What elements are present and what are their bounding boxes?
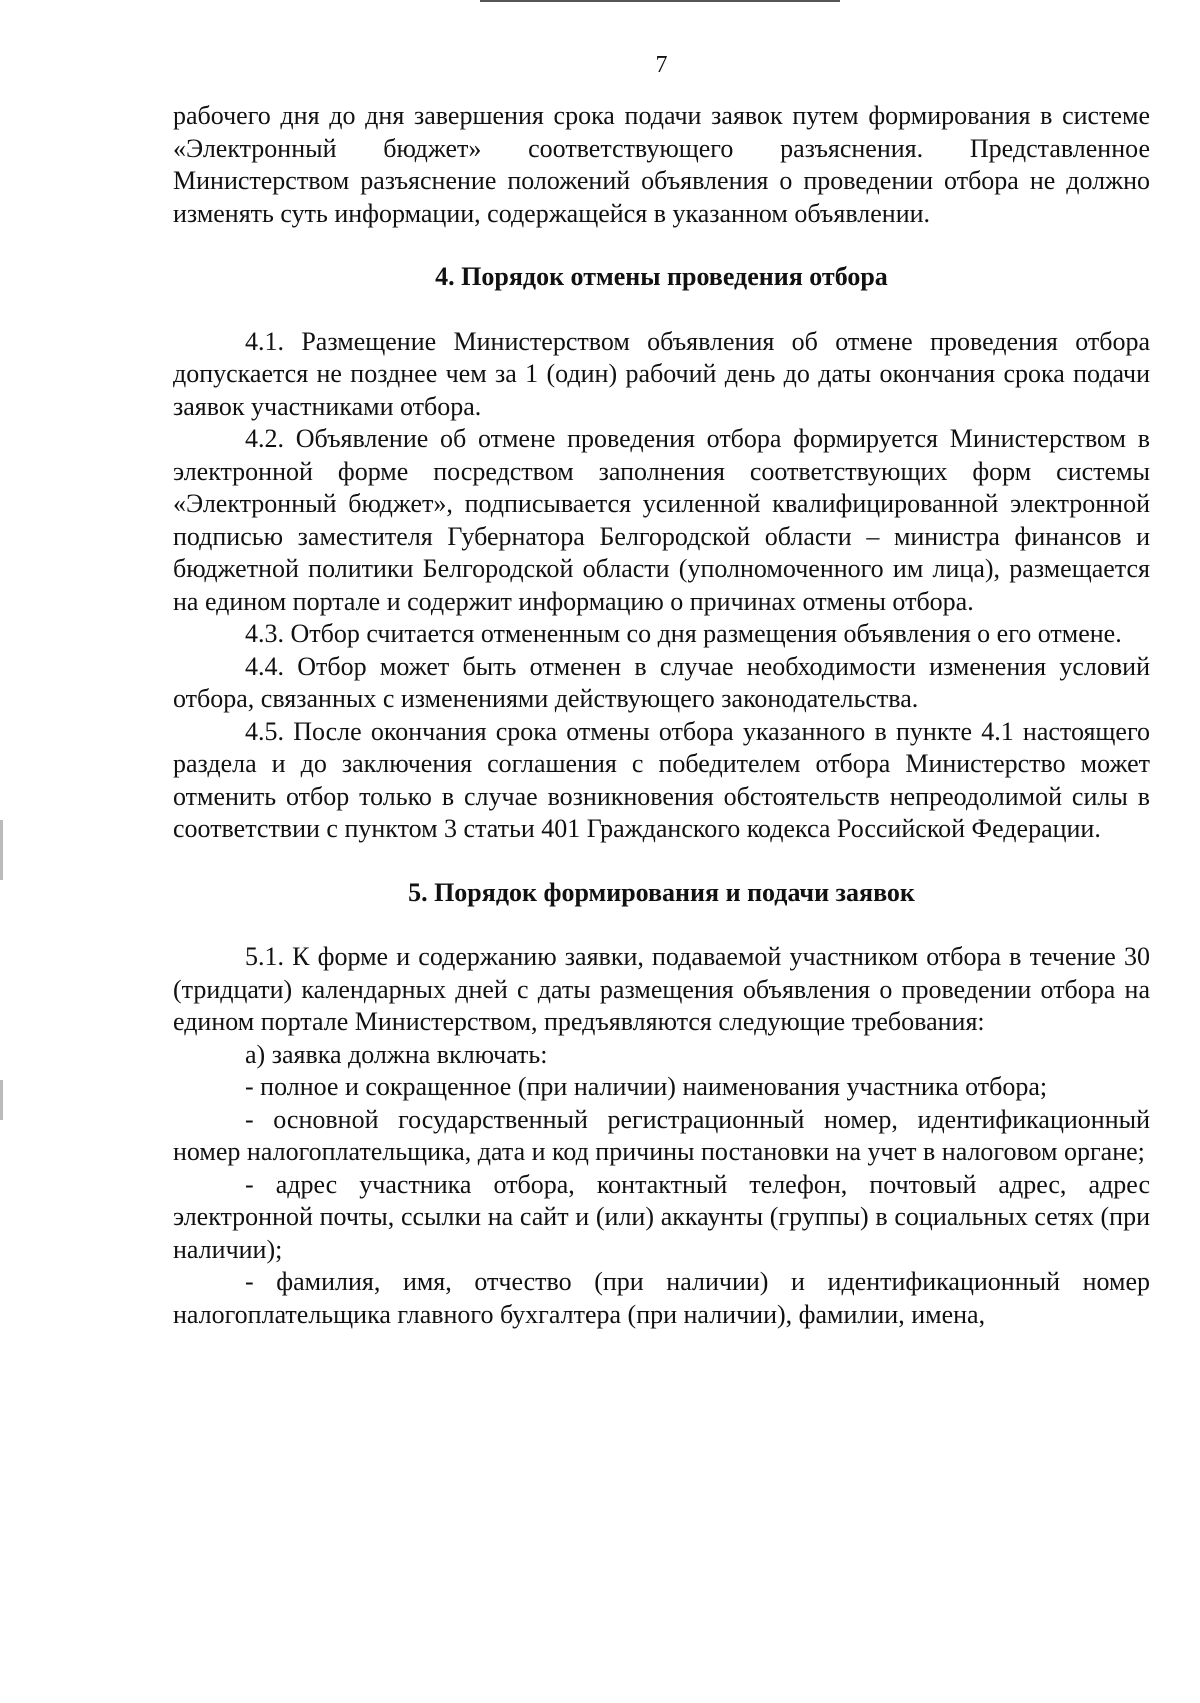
page-number: 7: [655, 52, 668, 78]
section-4-paragraph: 4.4. Отбор может быть отменен в случае необходимости изменения условий отбора, связанных с изменениями действующего законодательства.: [173, 651, 1150, 713]
section-5-paragraph: 5.1. К форме и содержанию заявки, подаваемой участником отбора в течение 30 (тридцати) календарных дней с даты размещения объявления о проведении отбора на едином портале Министерством, предъявляются следующие требования:: [173, 942, 1150, 1036]
section-4-paragraph: 4.3. Отбор считается отмененным со дня размещения объявления о его отмене.: [245, 619, 1122, 648]
section-5-title: 5. Порядок формирования и подачи заявок: [408, 877, 915, 907]
section-5-paragraph: а) заявка должна включать:: [245, 1039, 548, 1069]
intro-paragraph: рабочего дня до дня завершения срока подачи заявок путем формирования в системе «Электронный бюджет» соответствующего разъяснения. Представленное Министерством разъяснение положений объявления о проведении отбора не должно изменять суть информации, содержащейся в указанном объявлении.: [173, 101, 1150, 228]
section-5-paragraph: - полное и сокращенное (при наличии) наименования участника отбора;: [245, 1072, 1048, 1101]
section-5-paragraph: - фамилия, имя, отчество (при наличии) и идентификационный номер налогоплательщика главного бухгалтера (при наличии), фамилии, имена,: [173, 1267, 1150, 1329]
section-5-paragraph: - адрес участника отбора, контактный телефон, почтовый адрес, адрес электронной почты, ссылки на сайт и (или) аккаунты (группы) в социальных сетях (при наличии);: [173, 1169, 1150, 1264]
section-5-paragraph: - основной государственный регистрационный номер, идентификационный номер налогоплательщика, дата и код причины постановки на учет в налоговом органе;: [173, 1104, 1150, 1166]
section-4-paragraph: 4.2. Объявление об отмене проведения отбора формируется Министерством в электронной форме посредством заполнения соответствующих форм системы «Электронный бюджет», подписывается усиленной квалифицированной электронной подписью заместителя Губернатора Белгородской области – министра финансов и бюджетной политики Белгородской области (уполномоченного им лица), размещается на едином портале и содержит информацию о причинах отмены отбора.: [173, 424, 1150, 616]
section-4-paragraph: 4.5. После окончания срока отмены отбора указанного в пункте 4.1 настоящего раздела и до заключения соглашения с победителем отбора Министерство может отменить отбор только в случае возникновения обстоятельств непреодолимой силы в соответствии с пунктом 3 статьи 401 Гражданского кодекса Российской Федерации.: [173, 716, 1150, 843]
document-body: [173, 100, 1150, 1331]
section-4-title: 4. Порядок отмены проведения отбора: [435, 262, 888, 291]
section-4-paragraph: 4.1. Размещение Министерством объявления об отмене проведения отбора допускается не позднее чем за 1 (один) рабочий день до даты окончания срока подачи заявок участниками отбора.: [173, 326, 1150, 421]
